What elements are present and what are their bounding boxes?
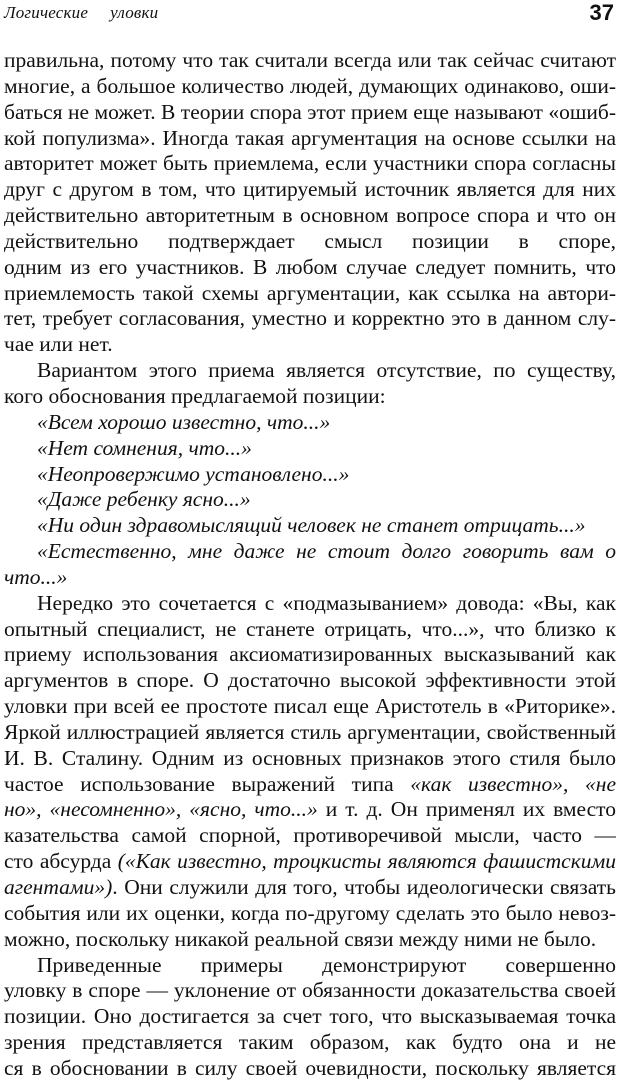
- text-line: И. В. Сталину. Одним из основных признаков этого стиля было: [4, 745, 616, 770]
- italic-phrase: агентами»): [4, 875, 113, 899]
- text-line: сто абсурда («Как известно, троцкисты являются фашистскими: [4, 849, 616, 874]
- body-text: [4, 48, 616, 1082]
- text-line: «Всем хорошо известно, что...»: [37, 409, 331, 434]
- text-line: авторитет может быть приемлема, если участники спора согласны: [4, 151, 616, 176]
- text-line: баться не может. В теории спора этот прием еще называют «ошиб-: [4, 99, 616, 124]
- text-line: но», «несомненно», «ясно, что...» и т. д. Он применял их вместо: [4, 797, 616, 822]
- page-header: [0, 0, 620, 26]
- running-head: [4, 3, 158, 23]
- text-line: действительно подтверждает смысл позиции в споре,: [4, 228, 616, 253]
- text-line: опытный специалист, не станете отрицать, что...», что близко к: [4, 616, 616, 641]
- text-line: Нередко это сочетается с «подмазыванием» довода: «Вы, как: [37, 590, 616, 615]
- text-line: можно, поскольку никакой реальной связи между ними не было.: [4, 926, 597, 951]
- text-line: «Ни один здравомыслящий человек не станет отрицать...»: [37, 513, 586, 538]
- text-line: ся в обосновании в силу своей очевидности, поскольку является: [4, 1055, 616, 1080]
- text-line: тет, требует согласования, уместно и корректно это в данном слу-: [4, 306, 616, 331]
- text-line: кого обоснования предлагаемой позиции:: [4, 383, 386, 408]
- text-line: Яркой иллюстрацией является стиль аргументации, свойственный: [4, 719, 616, 744]
- text-line: «Неопровержимо установлено...»: [37, 461, 350, 486]
- text-line: многие, а большое количество людей, думающих одинаково, оши-: [4, 73, 616, 98]
- text-line: позиции. Оно достигается за счет того, что высказываемая точка: [4, 1004, 616, 1029]
- text-line: уловки при всей ее простоте писал еще Аристотель в «Риторике».: [4, 694, 616, 719]
- text-line: правильна, потому что так считали всегда или так сейчас считают: [4, 48, 616, 72]
- text-line: приемлемость такой схемы аргументации, как ссылка на автори-: [4, 280, 616, 305]
- text-line: агентами»). Они служили для того, чтобы идеологически связать: [4, 875, 616, 899]
- running-head-word-2: уловки: [110, 3, 159, 22]
- text-line: чае или нет.: [4, 332, 113, 357]
- italic-phrase: но», «несомненно», «ясно, что...»: [4, 797, 318, 822]
- text-line: аргументов в споре. О достаточно высокой эффективности этой: [4, 668, 616, 693]
- text-line: приему использования аксиоматизированных высказываний как: [4, 642, 616, 667]
- text-line: «Естественно, мне даже не стоит долго говорить вам о: [37, 539, 616, 564]
- italic-phrase: («Как известно, троцкисты являются фашистскими: [117, 849, 616, 874]
- text-line: Вариантом этого приема является отсутствие, по существу,: [37, 358, 616, 383]
- text-line: действительно авторитетным в основном вопросе спора и что он: [4, 203, 616, 228]
- text-line: друг с другом в том, что цитируемый источник является для них: [4, 177, 616, 202]
- running-head-word-1: Логические: [4, 3, 89, 22]
- text-line: «Нет сомнения, что...»: [37, 435, 252, 460]
- text-line: уловку в споре — уклонение от обязанности доказательства своей: [4, 978, 616, 1003]
- text-line: казательства самой спорной, противоречивой мысли, часто —: [4, 823, 616, 848]
- text-line: события или их оценки, когда по-другому сделать это было невоз-: [4, 900, 616, 925]
- italic-phrase: «как известно», «не: [410, 771, 616, 796]
- text-line: «Даже ребенку ясно...»: [37, 487, 251, 512]
- text-line: частое использование выражений типа «как известно», «не: [4, 772, 616, 798]
- page-number: 37: [589, 0, 614, 25]
- text-line: зрения представляется таким образом, как будто она и не: [4, 1030, 616, 1055]
- text-line: что...»: [4, 564, 68, 589]
- text-line: кой популизма». Иногда такая аргументация на основе ссылки на: [4, 125, 616, 150]
- text-line: одним из его участников. В любом случае следует помнить, что: [4, 254, 616, 279]
- text-line: Приведенные примеры демонстрируют совершенно: [37, 952, 616, 977]
